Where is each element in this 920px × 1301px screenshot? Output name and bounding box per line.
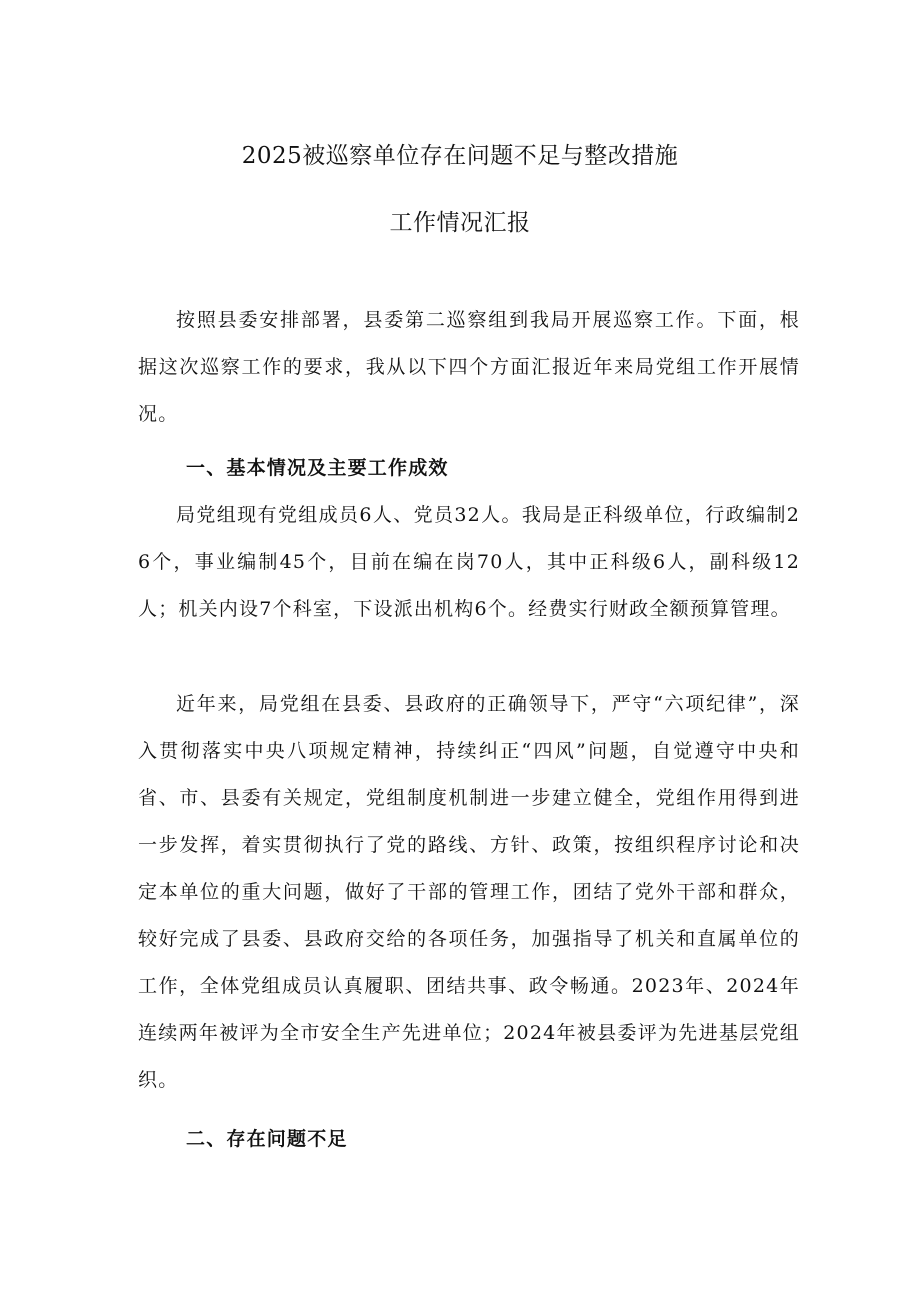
intro-paragraph: 按照县委安排部署，县委第二巡察组到我局开展巡察工作。下面，根据这次巡察工作的要求，我从以下四个方面汇报近年来局党组工作开展情况。 bbox=[138, 309, 800, 425]
section-1-heading: 一、基本情况及主要工作成效 bbox=[186, 457, 449, 479]
section-1-paragraph-1: 局党组现有党组成员6人、党员32人。我局是正科级单位，行政编制26个，事业编制45个，目前在编在岗70人，其中正科级6人，副科级12人；机关内设7个科室，下设派出机构6个。经费实行财政全额预算管理。 bbox=[138, 504, 800, 620]
section-2-heading: 二、存在问题不足 bbox=[186, 1128, 348, 1150]
document-title-line-2: 工作情况汇报 bbox=[389, 210, 531, 236]
section-1-paragraph-2: 近年来，局党组在县委、县政府的正确领导下，严守“六项纪律”，深入贯彻落实中央八项规定精神，持续纠正“四风”问题，自觉遵守中央和省、市、县委有关规定，党组制度机制进一步建立健全，党组作用得到进一步发挥，着实贯彻执行了党的路线、方针、政策，按组织程序讨论和决定本单位的重大问题，做好了干部的管理工作，团结了党外干部和群众，较好完成了县委、县政府交给的各项任务，加强指导了机关和直属单位的工作，全体党组成员认真履职、团结共事、政令畅通。2023年、2024年连续两年被评为全市安全生产先进单位；2024年被县委评为先进基层党组织。 bbox=[138, 693, 800, 1091]
document-title-line-1: 2025被巡察单位存在问题不足与整改措施 bbox=[241, 143, 679, 169]
